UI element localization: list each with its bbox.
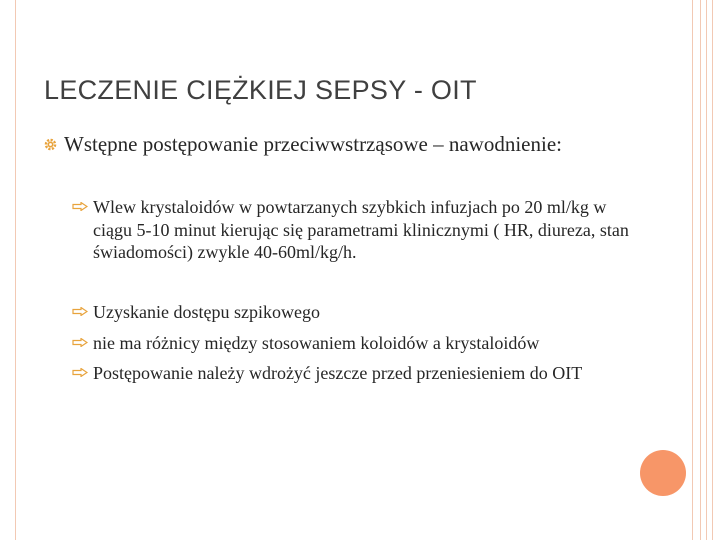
main-bullet-text: Wstępne postępowanie przeciwwstrząsowe – nawodnienie: — [64, 132, 562, 156]
decorative-line — [712, 0, 713, 540]
sub-bullet-text: Postępowanie należy wdrożyć jeszcze przed przeniesieniem do OIT — [93, 363, 583, 383]
decorative-line — [700, 0, 701, 540]
pointer-icon — [72, 368, 88, 377]
slide-title: LECZENIE CIĘŻKIEJ SEPSY - OIT — [44, 75, 477, 105]
pointer-icon — [72, 202, 88, 211]
sub-bullet-text: Uzyskanie dostępu szpikowego — [93, 302, 320, 322]
pointer-icon — [72, 307, 88, 316]
decorative-line — [706, 0, 707, 540]
pointer-icon — [72, 338, 88, 347]
decorative-circle — [640, 450, 686, 496]
gear-icon — [44, 138, 57, 151]
sub-bullet-text: Wlew krystaloidów w powtarzanych szybkich infuzjach po 20 ml/kg w ciągu 5-10 minut kierując się parametrami klinicznymi ( HR, diureza, stan świadomości) zwykle 40-60ml/kg/h. — [93, 197, 629, 262]
sub-bullet-text: nie ma różnicy między stosowaniem koloidów a krystaloidów — [93, 333, 540, 353]
